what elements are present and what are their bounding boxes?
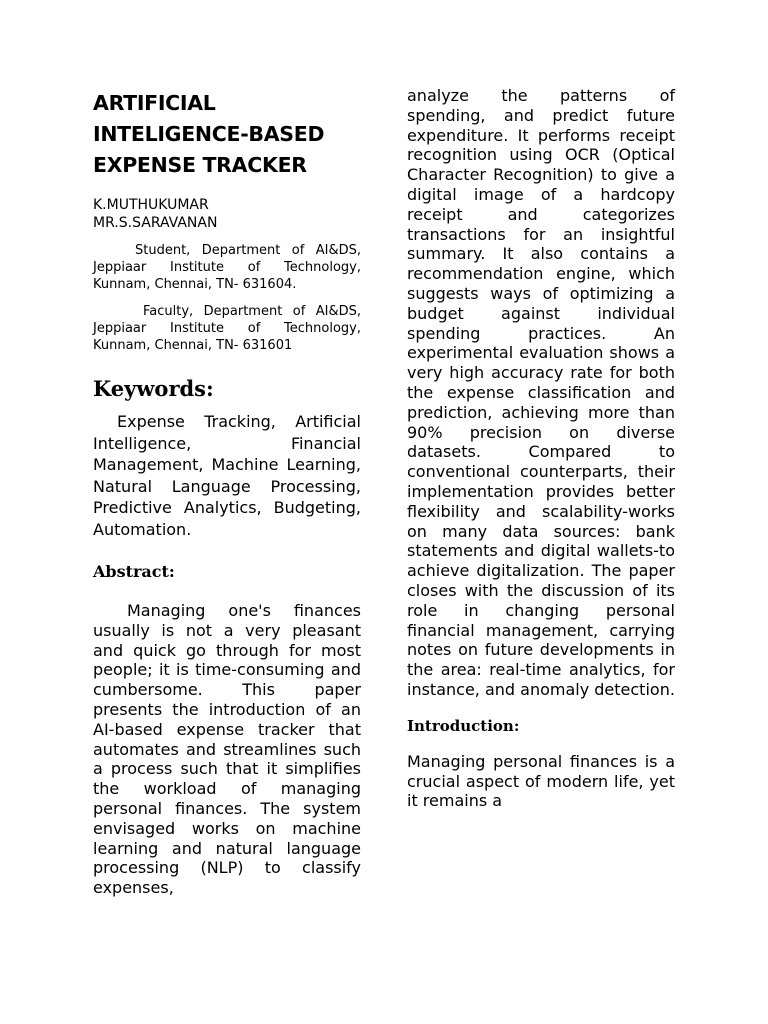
author-name: K.MUTHUKUMAR	[93, 197, 209, 213]
left-column	[93, 88, 361, 898]
abstract-text-part1: Managing one's finances usually is not a very pleasant and quick go through for most people; it is time-consuming and cumbersome. This paper presents the introduction of an AI-based expense tracker that automates and streamlines such a process such that it simplifies the workload of managing personal finances. The system envisaged works on machine learning and natural language processing (NLP) to classify expenses,	[93, 601, 361, 898]
paper-title: ARTIFICIAL INTELIGENCE-BASED EXPENSE TRACKER	[93, 91, 325, 177]
keywords-heading: Keywords:	[93, 376, 214, 401]
abstract-heading: Abstract:	[93, 562, 175, 581]
affiliation-faculty: Faculty, Department of AI&DS, Jeppiaar Institute of Technology, Kunnam, Chennai, TN- 631601	[93, 304, 361, 353]
keywords-text: Expense Tracking, Artificial Intelligence, Financial Management, Machine Learning, Natural Language Processing, Predictive Analytics, Budgeting, Automation.	[93, 412, 361, 539]
abstract-text-part2: analyze the patterns of spending, and predict future expenditure. It performs receipt recognition using OCR (Optical Character Recognition) to give a digital image of a hardcopy receipt and categorizes transactions for an insightful summary. It also contains a recommendation engine, which suggests ways of optimizing a budget against individual spending practices. An experimental evaluation shows a very high accuracy rate for both the expense classification and prediction, achieving more than 90% precision on diverse datasets. Compared to conventional counterparts, their implementation provides better flexibility and scalability-works on many data sources: bank statements and digital wallets-to achieve digitalization. The paper closes with the discussion of its role in changing personal financial management, carrying notes on future developments in the area: real-time analytics, for instance, and anomaly detection.	[407, 86, 675, 699]
right-column	[407, 86, 675, 812]
author-name: MR.S.SARAVANAN	[93, 215, 218, 231]
author-list	[93, 196, 361, 232]
introduction-heading: Introduction:	[407, 716, 520, 735]
introduction-text: Managing personal finances is a crucial aspect of modern life, yet it remains a	[407, 751, 675, 811]
affiliation-student: Student, Department of AI&DS, Jeppiaar Institute of Technology, Kunnam, Chennai, TN- 631604.	[93, 243, 361, 292]
